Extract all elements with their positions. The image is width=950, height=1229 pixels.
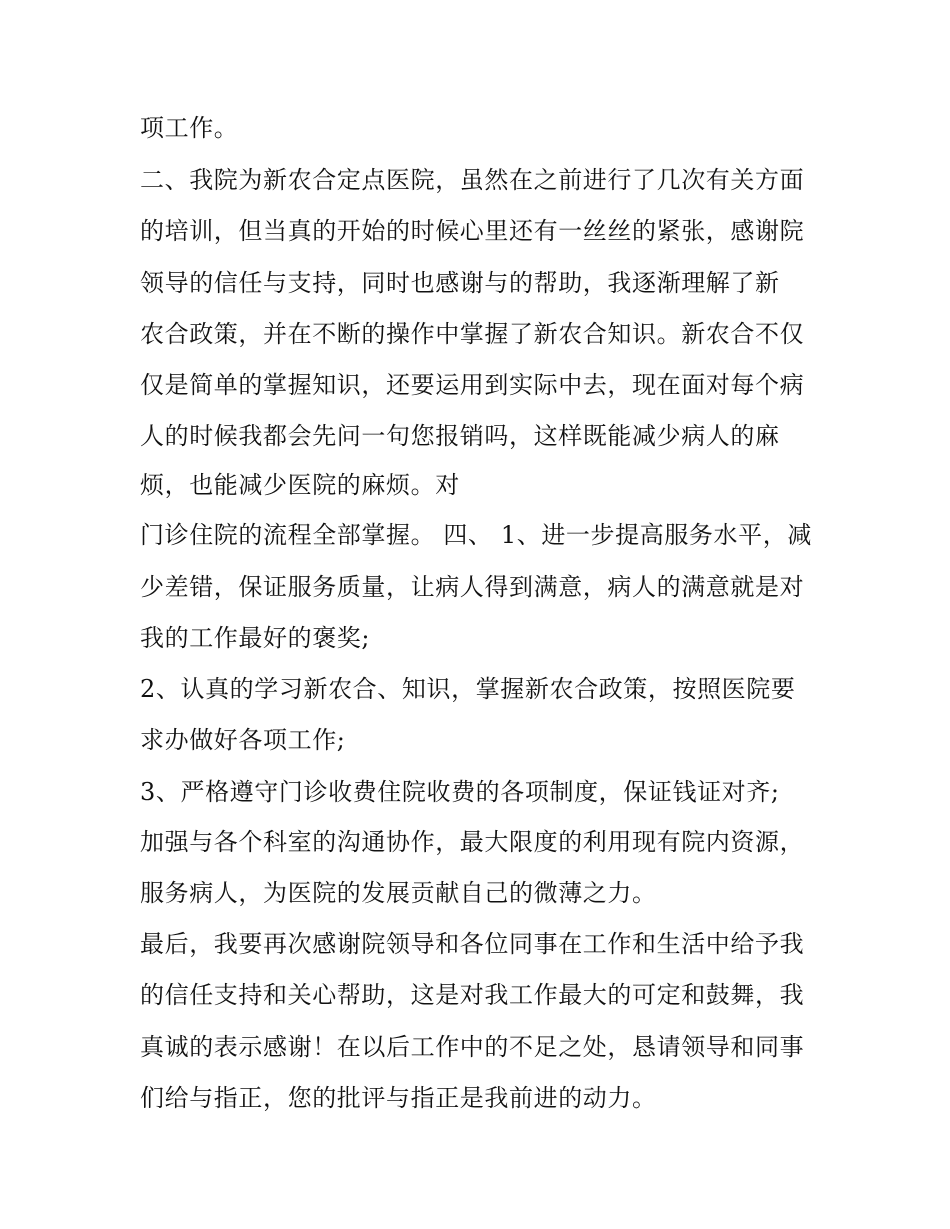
text-line: 服务病人，为医院的发展贡献自己的微薄之力。 (140, 879, 657, 907)
text-line: 我的工作最好的褒奖; (140, 624, 371, 652)
text-line: 求办做好各项工作; (140, 726, 346, 754)
text-line: 项工作。 (140, 114, 239, 142)
text-line: 2、认真的学习新农合、知识，掌握新农合政策，按照医院要 (140, 675, 796, 703)
text-line: 人的时候我都会先问一句您报销吗，这样既能减少病人的麻 (140, 422, 780, 450)
text-line: 二、我院为新农合定点医院，虽然在之前进行了几次有关方面 (140, 166, 805, 194)
text-line: 农合政策，并在不断的操作中掌握了新农合知识。新农合不仅 (140, 320, 805, 348)
text-line: 烦，也能减少医院的麻烦。对 (140, 471, 460, 499)
text-line: 加强与各个科室的沟通协作，最大限度的利用现有院内资源， (140, 828, 805, 856)
text-line: 最后，我要再次感谢院领导和各位同事在工作和生活中给予我 (140, 930, 805, 958)
text-line: 们给与指正，您的批评与指正是我前进的动力。 (140, 1084, 657, 1112)
text-line: 的培训，但当真的开始的时候心里还有一丝丝的紧张，感谢院 (140, 217, 805, 245)
text-line: 少差错，保证服务质量，让病人得到满意，病人的满意就是对 (140, 573, 805, 601)
text-line: 门诊住院的流程全部掌握。 四、 1、进一步提高服务水平，减 (140, 521, 812, 549)
text-line: 仅是简单的掌握知识，还要运用到实际中去，现在面对每个病 (140, 371, 805, 399)
text-line: 真诚的表示感谢！在以后工作中的不足之处，恳请领导和同事 (140, 1033, 805, 1061)
text-line: 领导的信任与支持，同时也感谢与的帮助，我逐渐理解了新 (140, 269, 780, 297)
text-line: 3、严格遵守门诊收费住院收费的各项制度，保证钱证对齐; (140, 778, 780, 806)
text-line: 的信任支持和关心帮助，这是对我工作最大的可定和鼓舞，我 (140, 981, 805, 1009)
